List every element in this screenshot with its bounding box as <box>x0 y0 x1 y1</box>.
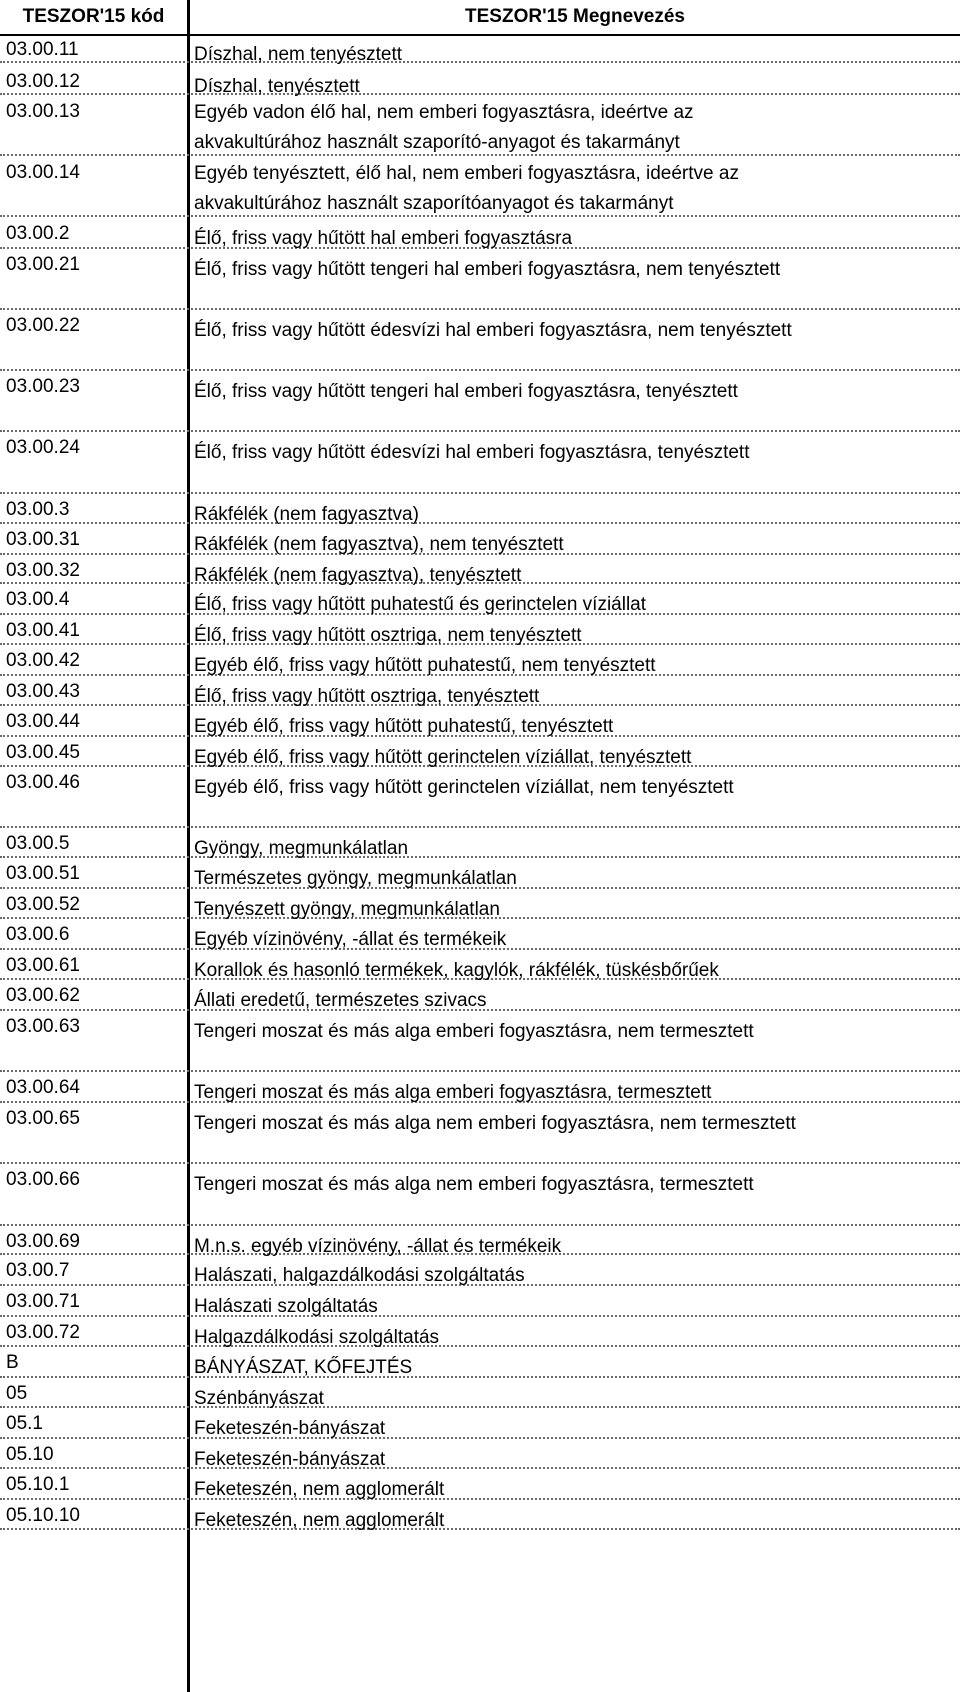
header-name: TESZOR'15 Megnevezés <box>190 0 960 36</box>
table-row <box>0 1072 960 1103</box>
row-code: 03.00.63 <box>6 1016 80 1037</box>
table-row <box>0 980 960 1011</box>
table-row <box>0 66 960 95</box>
table-row <box>0 1408 960 1439</box>
row-name: Tengeri moszat és más alga nem emberi fogyasztásra, termesztett <box>194 1174 754 1195</box>
row-name: Élő, friss vagy hűtött hal emberi fogyasztásra <box>194 228 573 249</box>
row-code: 05.1 <box>6 1413 43 1434</box>
row-code: 03.00.44 <box>6 711 80 732</box>
row-code: 03.00.62 <box>6 985 80 1006</box>
row-code: 03.00.32 <box>6 560 80 581</box>
row-code: 03.00.71 <box>6 1291 80 1312</box>
row-code: 05.10 <box>6 1444 54 1465</box>
row-name: Rákfélék (nem fagyasztva), nem tenyésztett <box>194 534 564 555</box>
row-name: Egyéb élő, friss vagy hűtött puhatestű, tenyésztett <box>194 716 614 737</box>
table-row <box>0 310 960 371</box>
table-row <box>0 494 960 524</box>
row-name: Egyéb élő, friss vagy hűtött gerinctelen víziállat, tenyésztett <box>194 747 692 768</box>
row-name: Halászati szolgáltatás <box>194 1296 378 1317</box>
row-name: Élő, friss vagy hűtött osztriga, tenyésztett <box>194 686 540 707</box>
row-name: Élő, friss vagy hűtött tengeri hal emberi fogyasztásra, tenyésztett <box>194 381 738 402</box>
row-code: 03.00.11 <box>6 39 79 60</box>
table-row <box>0 1378 960 1408</box>
row-code: 03.00.4 <box>6 589 70 610</box>
row-name: Tenyészett gyöngy, megmunkálatlan <box>194 899 500 920</box>
table-row <box>0 1255 960 1286</box>
row-name: Feketeszén, nem agglomerált <box>194 1479 445 1500</box>
row-code: 03.00.66 <box>6 1169 80 1190</box>
row-code: 03.00.23 <box>6 376 80 397</box>
row-name: Halgazdálkodási szolgáltatás <box>194 1327 440 1348</box>
row-name: Díszhal, nem tenyésztett <box>194 44 403 65</box>
table-row <box>0 1500 960 1530</box>
row-name: Természetes gyöngy, megmunkálatlan <box>194 868 517 889</box>
row-code: 03.00.42 <box>6 650 80 671</box>
table-row <box>0 524 960 555</box>
table-row <box>0 249 960 310</box>
table-row <box>0 34 960 63</box>
row-code: 03.00.45 <box>6 742 80 763</box>
row-code: 03.00.2 <box>6 223 70 244</box>
row-code: 03.00.6 <box>6 924 70 945</box>
row-code: 03.00.13 <box>6 101 80 122</box>
header-code: TESZOR'15 kód <box>0 0 187 36</box>
row-code: 05.10.1 <box>6 1474 70 1495</box>
row-code: 03.00.43 <box>6 681 80 702</box>
row-code: 03.00.31 <box>6 529 80 550</box>
row-code: 03.00.5 <box>6 833 70 854</box>
row-code: 03.00.24 <box>6 437 80 458</box>
row-name: Élő, friss vagy hűtött tengeri hal emberi fogyasztásra, nem tenyésztett <box>194 259 781 280</box>
table-row <box>0 218 960 249</box>
table-row <box>0 1439 960 1469</box>
row-name: Élő, friss vagy hűtött édesvízi hal emberi fogyasztásra, nem tenyésztett <box>194 320 792 341</box>
table-row <box>0 828 960 858</box>
table-row <box>0 1226 960 1255</box>
row-code: 03.00.46 <box>6 772 80 793</box>
table-row <box>0 615 960 645</box>
row-name: Egyéb vízinövény, -állat és termékeik <box>194 929 507 950</box>
table-row <box>0 858 960 889</box>
table-row <box>0 950 960 980</box>
row-code: 03.00.41 <box>6 620 80 641</box>
row-code: 03.00.7 <box>6 1260 70 1281</box>
row-code: 05 <box>6 1383 28 1404</box>
row-name: Szénbányászat <box>194 1388 324 1409</box>
table-row <box>0 1469 960 1500</box>
row-name: Egyéb tenyésztett, élő hal, nem emberi fogyasztásra, ideértve az akvakultúrához használt szaporítóanyagot és takarmányt <box>194 163 739 214</box>
row-name: Tengeri moszat és más alga emberi fogyasztásra, nem termesztett <box>194 1021 754 1042</box>
table-row <box>0 1347 960 1378</box>
row-code: 03.00.22 <box>6 315 80 336</box>
row-code: 03.00.3 <box>6 499 70 520</box>
table-row <box>0 889 960 919</box>
row-name: Gyöngy, megmunkálatlan <box>194 838 409 859</box>
row-name: BÁNYÁSZAT, KŐFEJTÉS <box>194 1357 413 1378</box>
row-name: Feketeszén, nem agglomerált <box>194 1510 445 1531</box>
table-row <box>0 706 960 737</box>
row-name: Halászati, halgazdálkodási szolgáltatás <box>194 1265 525 1286</box>
table-row <box>0 767 960 828</box>
row-name: Feketeszén-bányászat <box>194 1449 386 1470</box>
row-name: Egyéb vadon élő hal, nem emberi fogyasztásra, ideértve az akvakultúrához használt szaporító-anyagot és takarmányt <box>194 102 694 153</box>
row-code: 03.00.12 <box>6 71 80 92</box>
table-row <box>0 371 960 432</box>
row-name: Rákfélék (nem fagyasztva), tenyésztett <box>194 565 522 586</box>
row-code: 05.10.10 <box>6 1505 80 1526</box>
table-row <box>0 157 960 217</box>
row-name: Élő, friss vagy hűtött puhatestű és gerinctelen víziállat <box>194 594 647 615</box>
table-row <box>0 676 960 706</box>
row-code: 03.00.14 <box>6 162 80 183</box>
row-code: B <box>6 1352 19 1373</box>
table-row <box>0 555 960 584</box>
row-name: Egyéb élő, friss vagy hűtött gerinctelen víziállat, nem tenyésztett <box>194 777 734 798</box>
row-code: 03.00.64 <box>6 1077 80 1098</box>
row-name: Élő, friss vagy hűtött osztriga, nem tenyésztett <box>194 625 582 646</box>
row-code: 03.00.69 <box>6 1231 80 1252</box>
table-row <box>0 1286 960 1317</box>
table-row <box>0 1317 960 1347</box>
table-row <box>0 645 960 676</box>
row-name: M.n.s. egyéb vízinövény, -állat és termékeik <box>194 1236 562 1257</box>
row-name: Tengeri moszat és más alga emberi fogyasztásra, termesztett <box>194 1082 712 1103</box>
table-row <box>0 584 960 615</box>
row-code: 03.00.72 <box>6 1322 80 1343</box>
table-row <box>0 1103 960 1164</box>
row-code: 03.00.51 <box>6 863 80 884</box>
table-row <box>0 919 960 950</box>
table-row <box>0 1011 960 1072</box>
table-row <box>0 432 960 494</box>
row-name: Rákfélék (nem fagyasztva) <box>194 504 419 525</box>
row-code: 03.00.21 <box>6 254 80 275</box>
row-code: 03.00.52 <box>6 894 80 915</box>
table-row <box>0 96 960 156</box>
table-row <box>0 1164 960 1226</box>
row-name: Élő, friss vagy hűtött édesvízi hal emberi fogyasztásra, tenyésztett <box>194 442 750 463</box>
row-name: Tengeri moszat és más alga nem emberi fogyasztásra, nem termesztett <box>194 1113 796 1134</box>
row-code: 03.00.61 <box>6 955 80 976</box>
row-name: Állati eredetű, természetes szivacs <box>194 990 487 1011</box>
row-name: Díszhal, tenyésztett <box>194 76 360 97</box>
row-name: Feketeszén-bányászat <box>194 1418 386 1439</box>
table-row <box>0 737 960 767</box>
row-name: Korallok és hasonló termékek, kagylók, rákfélék, tüskésbőrűek <box>194 960 719 981</box>
row-code: 03.00.65 <box>6 1108 80 1129</box>
row-name: Egyéb élő, friss vagy hűtött puhatestű, nem tenyésztett <box>194 655 656 676</box>
